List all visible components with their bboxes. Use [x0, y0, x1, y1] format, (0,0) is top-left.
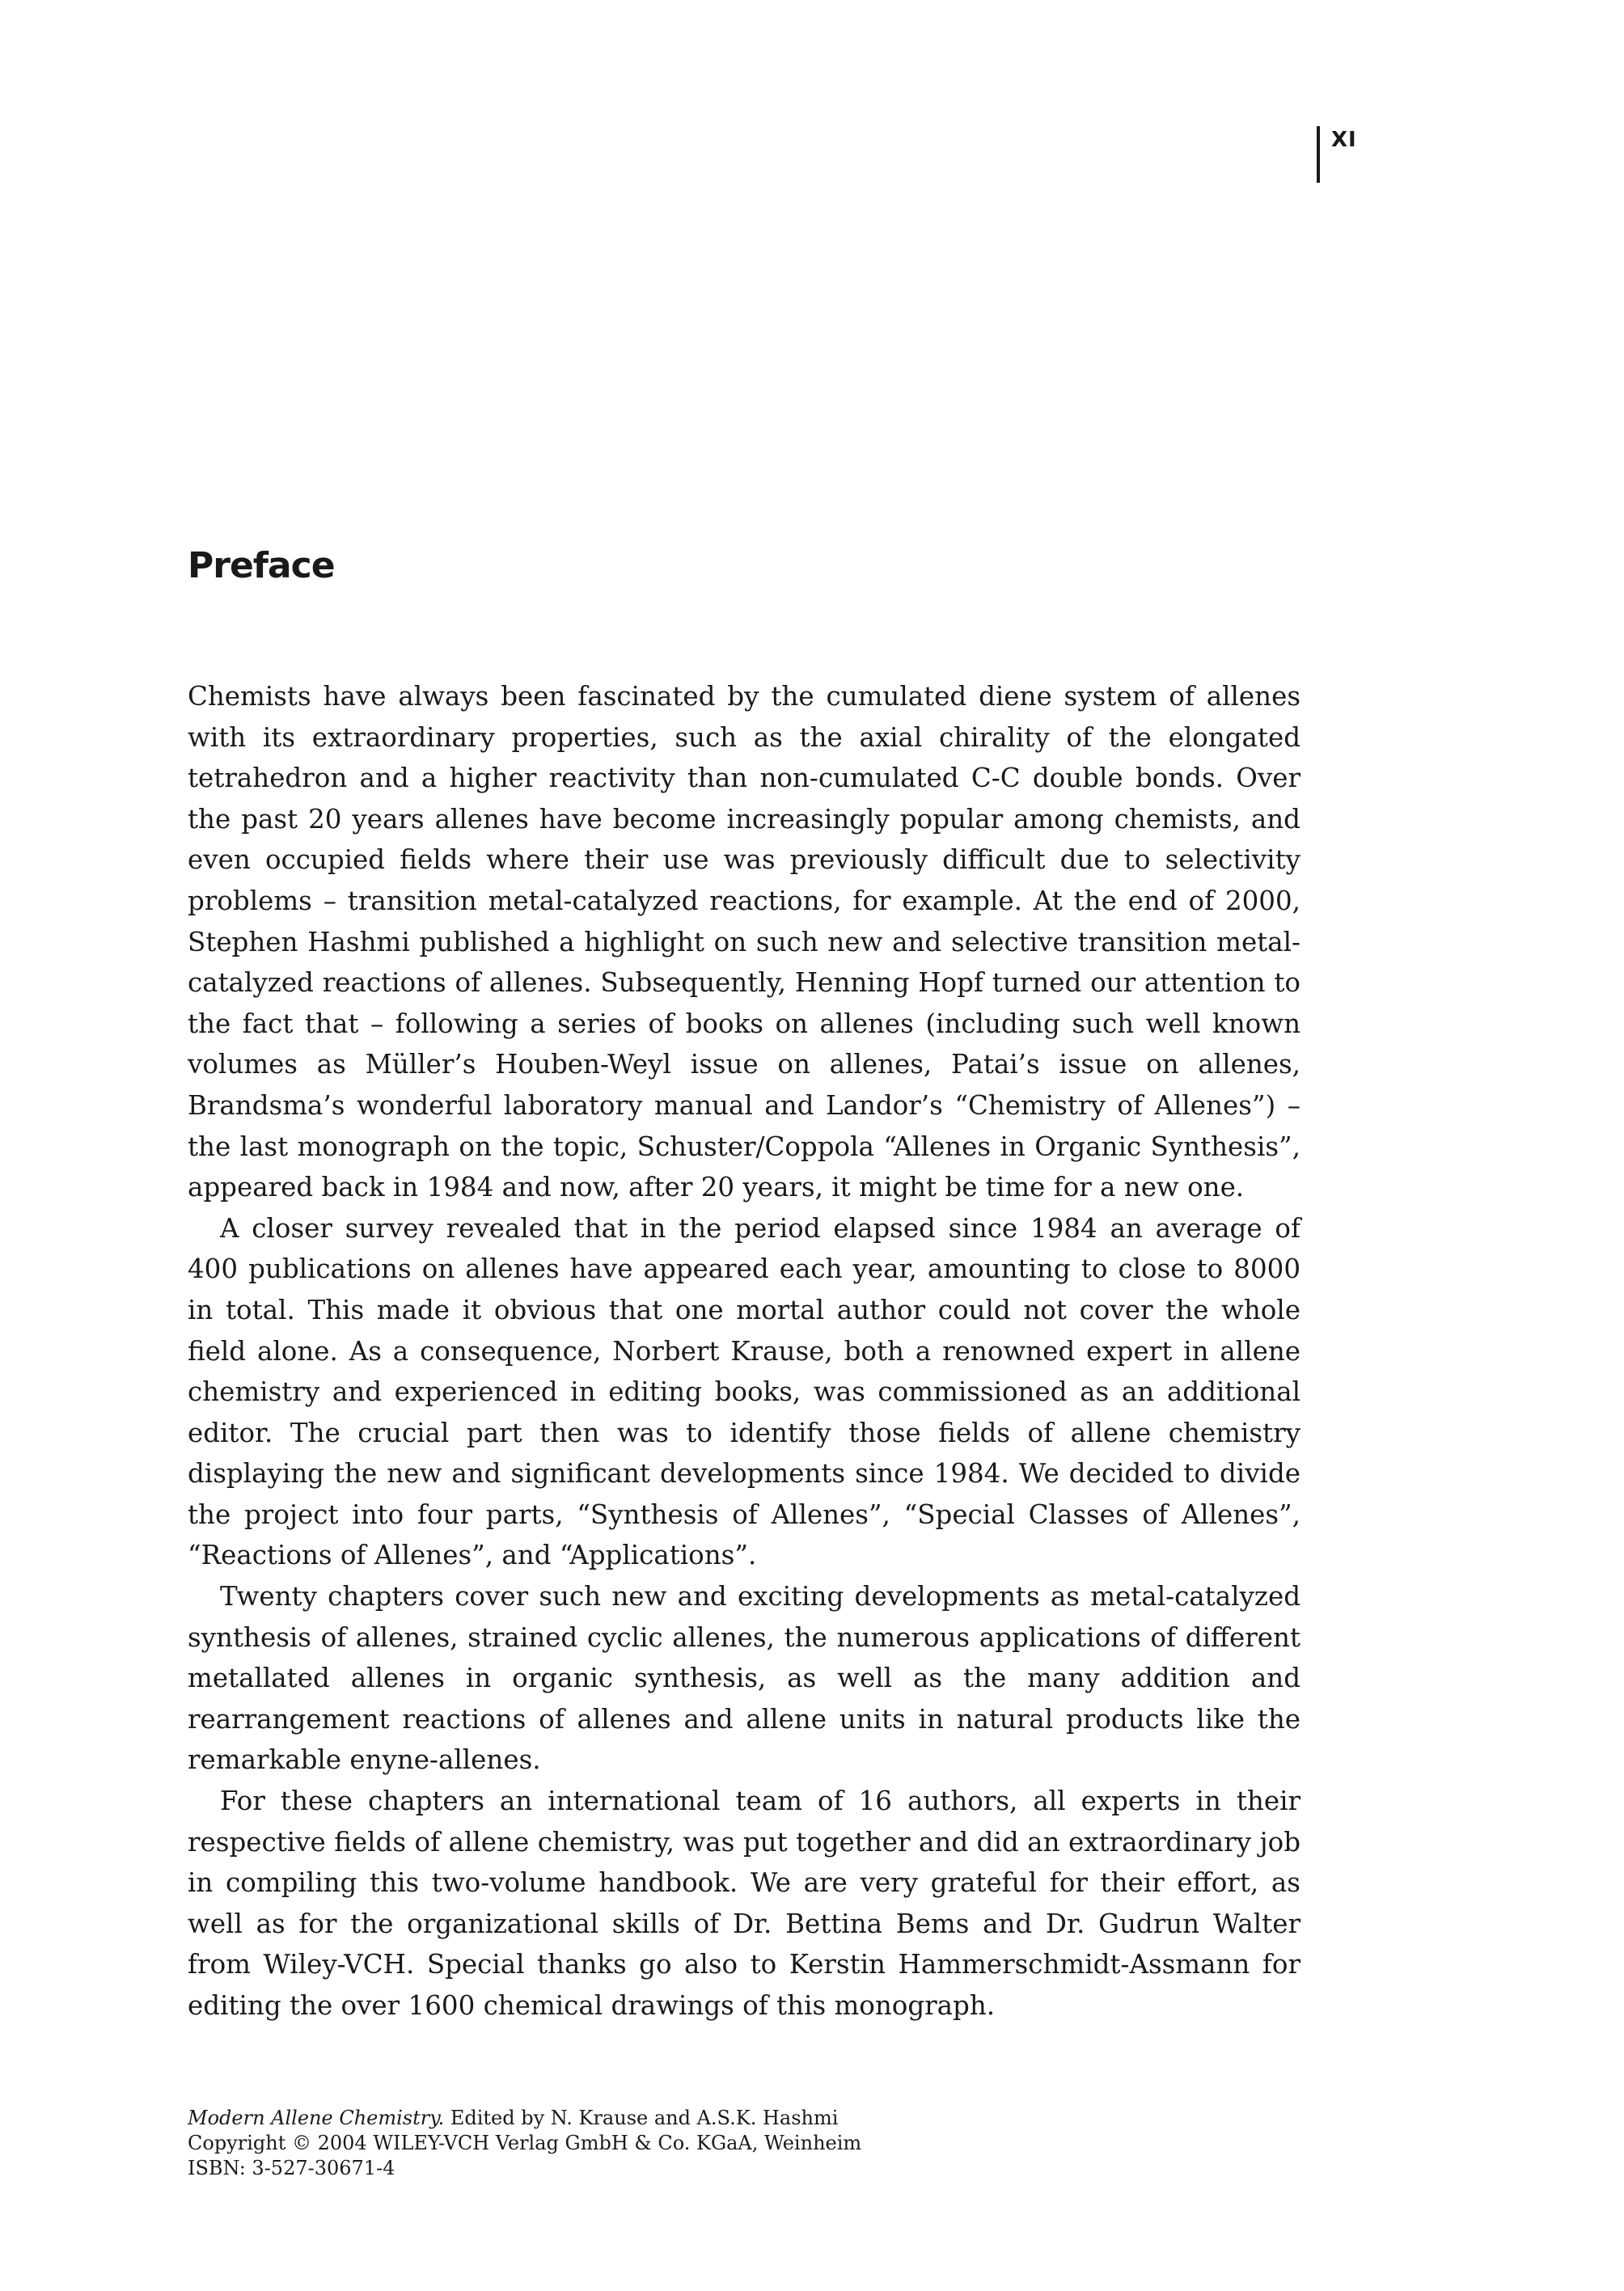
preface-body: [188, 676, 1300, 2027]
copyright-line: Copyright © 2004 WILEY-VCH Verlag GmbH & Co. KGaA, Weinheim: [188, 2132, 862, 2154]
paragraph: Chemists have always been fascinated by the cumulated diene system of allenes with its extraordinary properties, such as the axial chirality of the elongated tetrahedron and a higher reactivity than non-cumulated C-C double bonds. Over the past 20 years allenes have become increasingly popular among chemists, and even occupied fields where their use was previously difficult due to selectivity problems – transition metal-catalyzed reactions, for example. At the end of 2000, Stephen Hashmi published a highlight on such new and selective transition metal-catalyzed reactions of allenes. Subsequently, Henning Hopf turned our attention to the fact that – following a series of books on allenes (including such well known volumes as Müller’s Houben-Weyl issue on allenes, Patai’s issue on allenes, Brandsma’s wonderful laboratory manual and Landor’s “Chemistry of Allenes”) – the last monograph on the topic, Schuster/Coppola “Allenes in Organic Synthesis”, appeared back in 1984 and now, after 20 years, it might be time for a new one.: [188, 681, 1300, 1203]
paragraph: Twenty chapters cover such new and exciting developments as metal-catalyzed synthesis of allenes, strained cyclic allenes, the numerous applications of different metallated allenes in organic synthesis, as well as the many addition and rearrangement reactions of allenes and allene units in natural products like the remarkable enyne-allenes.: [188, 1581, 1300, 1776]
page-number: XI: [1331, 128, 1357, 152]
paragraph: For these chapters an international team of 16 authors, all experts in their respective fields of allene chemistry, was put together and did an extraordinary job in compiling this two-volume handbook. We are very grateful for their effort, as well as for the organizational skills of Dr. Bettina Bems and Dr. Gudrun Walter from Wiley-VCH. Special thanks go also to Kerstin Hammerschmidt-Assmann for editing the over 1600 chemical drawings of this monograph.: [188, 1786, 1300, 2021]
book-title: Modern Allene Chemistry.: [188, 2107, 445, 2129]
page-number-rule: [1317, 126, 1320, 183]
book-editors: Edited by N. Krause and A.S.K. Hashmi: [444, 2107, 839, 2129]
isbn-line: ISBN: 3-527-30671-4: [188, 2157, 395, 2179]
paragraph: A closer survey revealed that in the period elapsed since 1984 an average of 400 publications on allenes have appeared each year, amounting to close to 8000 in total. This made it obvious that one mortal author could not cover the whole field alone. As a consequence, Norbert Krause, both a renowned expert in allene chemistry and experienced in editing books, was commissioned as an additional editor. The crucial part then was to identify those fields of allene chemistry displaying the new and significant developments since 1984. We decided to divide the project into four parts, “Synthesis of Allenes”, “Special Classes of Allenes”, “Reactions of Allenes”, and “Applications”.: [188, 1212, 1300, 1571]
page-title: Preface: [188, 545, 335, 586]
book-citation: [188, 2106, 861, 2131]
copyright-footer: [188, 2106, 861, 2181]
